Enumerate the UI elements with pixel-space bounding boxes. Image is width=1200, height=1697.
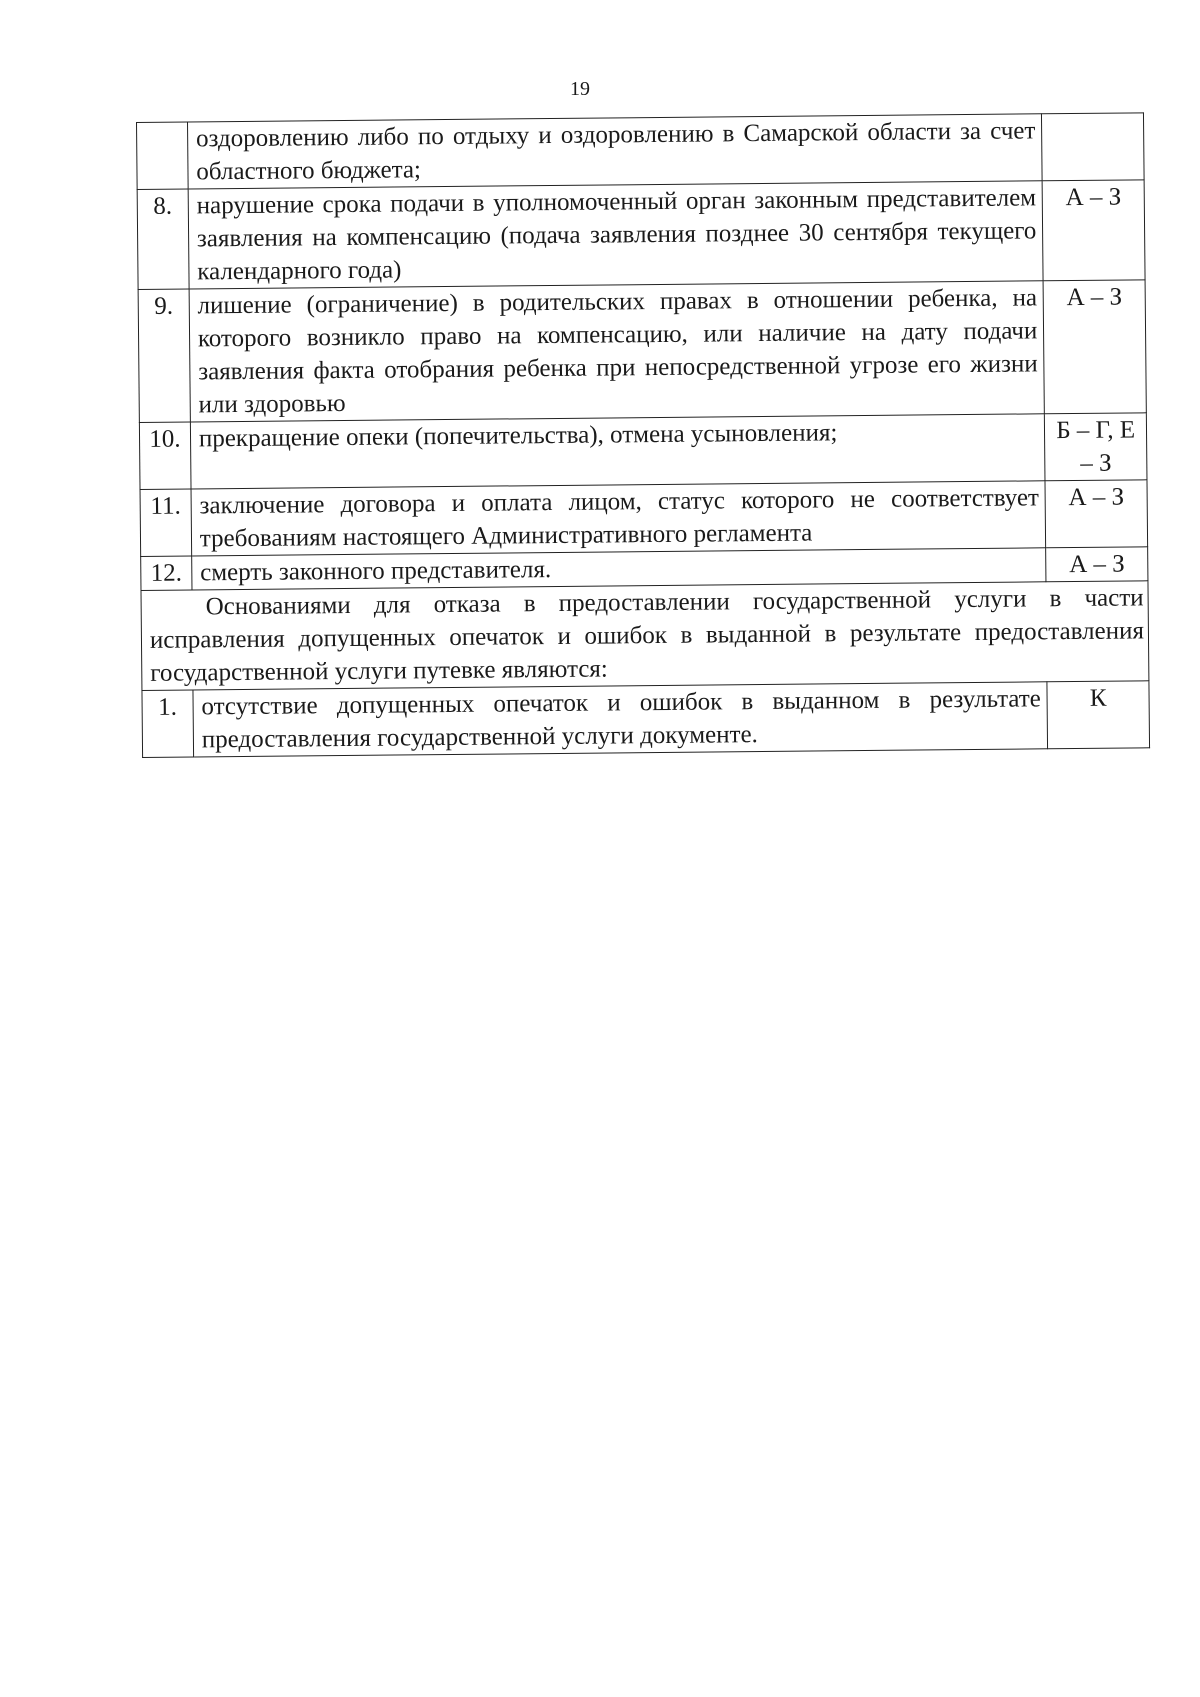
row-code: А – З	[1042, 180, 1145, 281]
row-code: А – З	[1046, 547, 1148, 582]
row-number: 9.	[138, 289, 190, 422]
row-number: 11.	[140, 489, 191, 556]
table-row	[140, 480, 1148, 557]
row-number: 1.	[142, 690, 193, 757]
note-text: Основаниями для отказа в предоставлении государственной услуги в части исправления допущенных опечаток и ошибок в выданной в результате предоставления государственной услуги путевке являются:	[141, 581, 1149, 691]
row-text: заключение договора и оплата лицом, статус которого не соответствует требованиям настоящего Административного регламента	[191, 481, 1046, 556]
table-row	[142, 681, 1150, 758]
table-row	[138, 280, 1146, 423]
row-number: 10.	[139, 422, 190, 489]
row-text: отсутствие допущенных опечаток и ошибок в выданном в результате предоставления государственной услуги документе.	[193, 682, 1048, 757]
row-code: Б – Г, Е – З	[1045, 413, 1147, 481]
row-text: нарушение срока подачи в уполномоченный орган законным представителем заявления на компенсацию (подача заявления позднее 30 сентября текущего календарного года)	[188, 181, 1043, 289]
row-code: К	[1047, 681, 1149, 749]
row-text: прекращение опеки (попечительства), отмена усыновления;	[190, 414, 1045, 489]
row-number: 8.	[137, 189, 189, 289]
page-number: 19	[570, 78, 590, 100]
table-row	[137, 180, 1145, 290]
table-row	[139, 413, 1147, 490]
row-text: смерть законного представителя.	[192, 548, 1047, 590]
row-code	[1042, 113, 1144, 181]
row-number: 12.	[141, 556, 192, 590]
grounds-table	[136, 112, 1150, 758]
row-text: оздоровлению либо по отдыху и оздоровлению в Самарской области за счет областного бюджета;	[187, 114, 1042, 189]
row-code: А – З	[1043, 280, 1146, 414]
row-code: А – З	[1045, 480, 1147, 548]
row-text: лишение (ограничение) в родительских правах в отношении ребенка, на которого возникло право на компенсацию, или наличие на дату подачи заявления факта отобрания ребенка при непосредственной угрозе его жизни или здоровью	[189, 281, 1045, 422]
row-number	[137, 122, 188, 189]
table-row	[137, 113, 1145, 190]
note-row	[141, 581, 1149, 691]
